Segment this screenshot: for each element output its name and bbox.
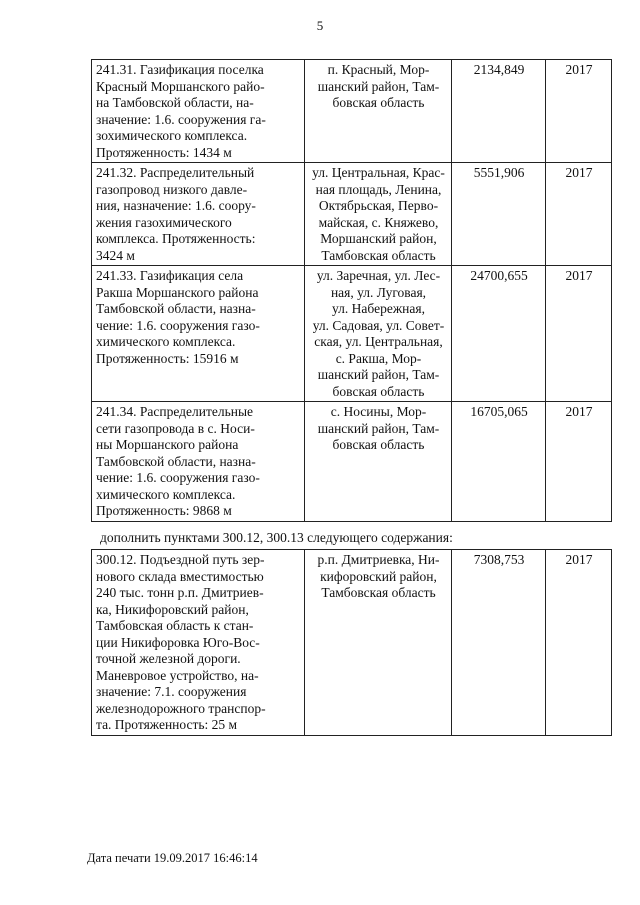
value-cell: 2134,849	[452, 60, 546, 163]
registry-table-bottom	[91, 549, 612, 736]
table-row	[92, 60, 612, 163]
year-cell: 2017	[546, 60, 612, 163]
object-name-cell	[92, 550, 305, 736]
year-cell: 2017	[546, 163, 612, 266]
page-number: 5	[316, 18, 324, 33]
table-row	[92, 266, 612, 402]
year-cell: 2017	[546, 402, 612, 522]
object-address: ул. Центральная, Крас- ная площадь, Ленина, Октябрьская, Перво- майская, с. Княжево, Моршанский район, Тамбовская область	[312, 165, 445, 263]
print-date: Дата печати 19.09.2017 16:46:14	[87, 851, 258, 865]
amendment-text: дополнить пунктами 300.12, 300.13 следующего содержания:	[100, 530, 453, 545]
year-cell: 2017	[546, 550, 612, 736]
object-name-cell	[92, 60, 305, 163]
value-cell: 16705,065	[452, 402, 546, 522]
address-cell	[305, 266, 452, 402]
address-cell	[305, 60, 452, 163]
value-cell: 5551,906	[452, 163, 546, 266]
address-cell	[305, 402, 452, 522]
object-address: с. Носины, Мор- шанский район, Там- бовская область	[317, 404, 440, 452]
value-cell: 7308,753	[452, 550, 546, 736]
object-name: 241.31. Газификация поселка Красный Моршанского райо- на Тамбовской области, на- значение: 1.6. сооружения га- зохимического комплекса. Протяженность: 1434 м	[96, 62, 266, 160]
object-name: 300.12. Подъездной путь зер- нового склада вместимостью 240 тыс. тонн р.п. Дмитриев- ка, Никифоровский район, Тамбовская область к стан- ции Никифоровка Юго-Вос- точной железной дороги. Маневровое устройство, на- значение: 7.1. сооружения железнодорожного транспор- та. Протяженность: 25 м	[96, 552, 266, 732]
table-row	[92, 163, 612, 266]
object-name-cell	[92, 402, 305, 522]
object-name-cell	[92, 163, 305, 266]
object-address: п. Красный, Мор- шанский район, Там- бовская область	[317, 62, 440, 110]
registry-table-top	[91, 59, 612, 522]
object-address: р.п. Дмитриевка, Ни- кифоровский район, Тамбовская область	[317, 552, 440, 600]
table-row	[92, 550, 612, 736]
address-cell	[305, 163, 452, 266]
object-name: 241.33. Газификация села Ракша Моршанского района Тамбовской области, назна- чение: 1.6. сооружения газо- химического комплекса. Протяженность: 15916 м	[96, 268, 260, 366]
table-row	[92, 402, 612, 522]
object-name: 241.34. Распределительные сети газопровода в с. Носи- ны Моршанского района Тамбовской области, назна- чение: 1.6. сооружения газо- химического комплекса. Протяженность: 9868 м	[96, 404, 260, 518]
address-cell	[305, 550, 452, 736]
object-name-cell	[92, 266, 305, 402]
year-cell: 2017	[546, 266, 612, 402]
value-cell: 24700,655	[452, 266, 546, 402]
object-name: 241.32. Распределительный газопровод низкого давле- ния, назначение: 1.6. соору- жения газохимического комплекса. Протяженность: 3424 м	[96, 165, 256, 263]
object-address: ул. Заречная, ул. Лес- ная, ул. Луговая, ул. Набережная, ул. Садовая, ул. Совет- ская, ул. Центральная, с. Ракша, Мор- шанский район, Там- бовская область	[312, 268, 445, 399]
